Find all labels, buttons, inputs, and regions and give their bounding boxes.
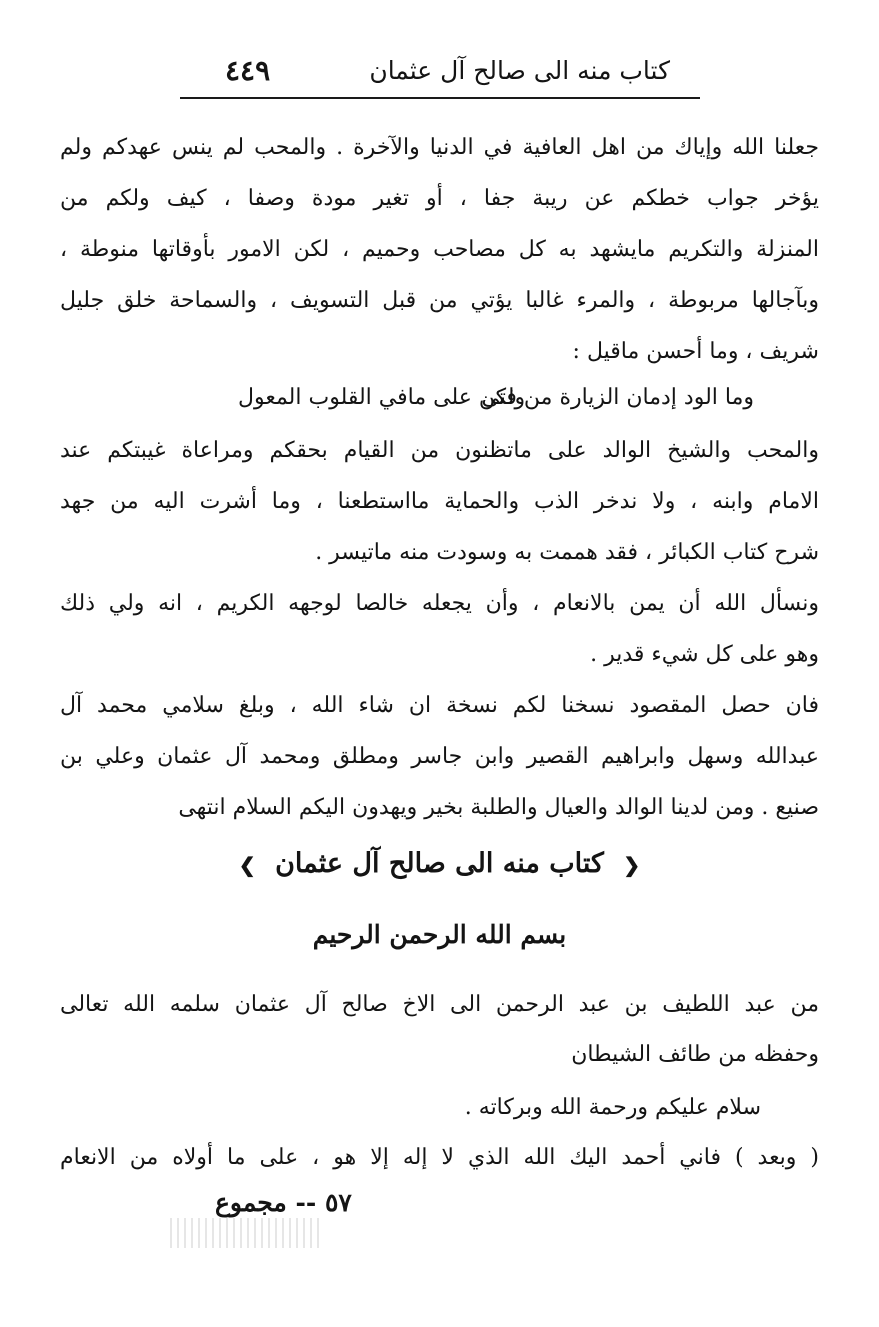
text-line: شريف ، وما أحسن ماقيل : <box>572 339 819 364</box>
text-line: صنيع . ومن لدينا الوالد والعيال والطلبة بخير ويهدون اليكم السلام انتهى <box>178 795 819 820</box>
section-title-text: كتاب منه الى صالح آل عثمان <box>275 848 604 879</box>
verse-second-hemistich: ولكن على مافي القلوب المعول <box>238 385 526 410</box>
text-line: من عبد اللطيف بن عبد الرحمن الى الاخ صالح آل عثمان سلمه الله تعالى <box>60 992 819 1017</box>
text-line: وبآجالها مربوطة ، والمرء غالبا يؤتي من قبل التسويف ، والسماحة خلق جليل <box>60 288 819 313</box>
text-line: وهو على كل شيء قدير . <box>590 642 819 667</box>
text-line: يؤخر جواب خطكم عن ريبة جفا ، أو تغير مودة وصفا ، كيف ولكم من <box>60 186 819 211</box>
section-title <box>60 848 819 879</box>
running-header <box>180 52 700 96</box>
text-line: ( وبعد ) فاني أحمد اليك الله الذي لا إله إلا هو ، على ما أولاه من الانعام <box>60 1145 819 1170</box>
text-line: الامام وابنه ، ولا ندخر الذب والحماية مااستطعنا ، وما أشرت اليه من جهد <box>60 489 819 514</box>
text-line: والمحب والشيخ الوالد على ماتظنون من القيام بحقكم ومراعاة غيبتكم عند <box>60 438 819 463</box>
header-rule <box>180 97 700 99</box>
text-line: وحفظه من طائف الشيطان <box>571 1042 819 1067</box>
text-line: ونسأل الله أن يمن بالانعام ، وأن يجعله خالصا لوجهه الكريم ، انه ولي ذلك <box>60 591 819 616</box>
text-line: سلام عليكم ورحمة الله وبركاته . <box>464 1095 761 1120</box>
running-title: كتاب منه الى صالح آل عثمان <box>369 56 670 85</box>
ornament-bracket-left: ❯ <box>238 853 256 877</box>
text-line: عبدالله وسهل وابراهيم القصير وابن جاسر ومطلق ومحمد آل عثمان وعلي بن <box>60 744 819 769</box>
text-line: المنزلة والتكريم مايشهد به كل مصاحب وحميم ، لكن الامور بأوقاتها منوطة ، <box>60 237 819 262</box>
verse-first-hemistich: وما الود إدمان الزيارة من فتى <box>481 385 754 410</box>
page-number: ٤٤٩ <box>225 54 271 87</box>
signature-mark: ٥٧ -- مجموع <box>215 1188 352 1217</box>
text-line: شرح كتاب الكبائر ، فقد هممت به وسودت منه ماتيسر . <box>315 540 819 565</box>
text-line: فان حصل المقصود نسخنا لكم نسخة ان شاء الله ، وبلغ سلامي محمد آل <box>60 693 819 718</box>
text-line: جعلنا الله وإياك من اهل العافية في الدنيا والآخرة . والمحب لم ينس عهدكم ولم <box>60 135 819 160</box>
basmala: بسم الله الرحمن الرحيم <box>312 920 567 949</box>
ink-smudge <box>170 1218 320 1248</box>
ornament-bracket-right: ❮ <box>623 853 641 877</box>
